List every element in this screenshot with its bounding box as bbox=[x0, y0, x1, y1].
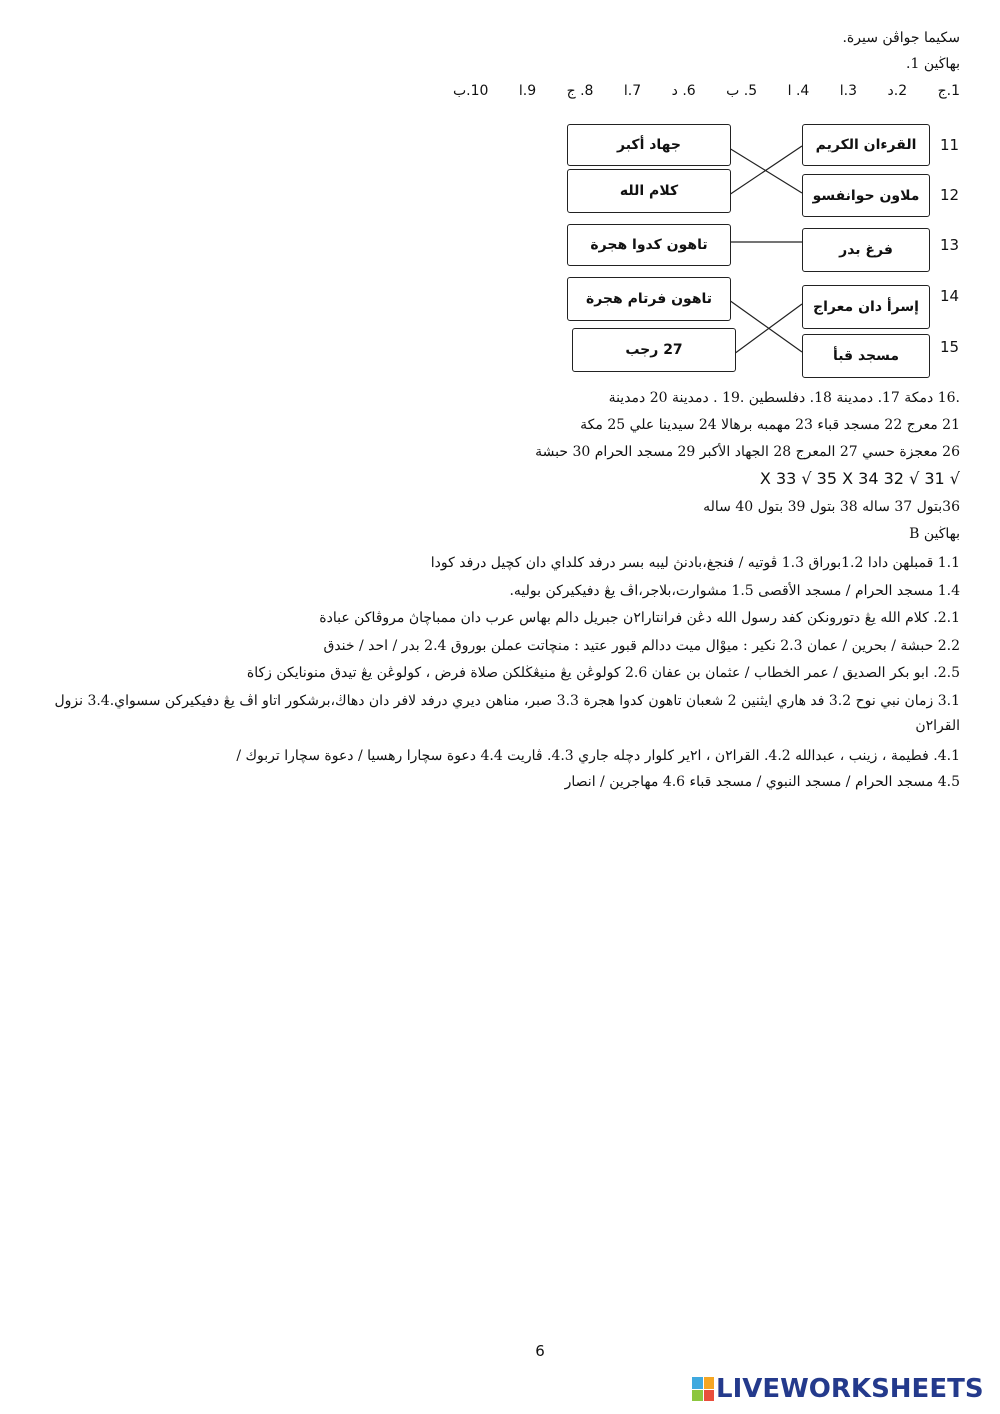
section-b-1-1: 1.1 قمبلهن دادا 1.2بوراق 1.3 ڤوتيه / فنجغ،بادنڽ ليبه بسر درفد كلداي دان كچيل درفد كودا bbox=[430, 555, 960, 571]
answers-31-35: √ 31 √ 32 X 33 √ 35 X 34 bbox=[759, 469, 960, 488]
section-b-2-5: 2.5. ابو بكر الصديق / عمر الخطاب / عثمان بن عفان 2.6 كولوڠن يڠ منيڠڬلكن صلاة فرض ، كولوڠن يڠ تيدق منوناي​كن زكاة bbox=[246, 665, 960, 681]
match-line-14a bbox=[729, 300, 802, 352]
section-b-4-1: 4.1. فطيمة ، زينب ، عبدالله 4.2. القرا٢ن ، ا٢ير كلوار دچله جاري 4.3. ڤاريت 4.4 دعوة سچارا رهسيا / دعوة سچارا تربوك / bbox=[236, 748, 960, 764]
left-box-4: تاهون فرتام هجرة bbox=[567, 277, 731, 321]
left-box-1: جهاد أكبر bbox=[567, 124, 731, 166]
answer-4: 4. ا bbox=[787, 83, 810, 99]
right-box-4: إسرأ دان معراج bbox=[802, 285, 930, 329]
answer-2: 2.د bbox=[887, 83, 908, 99]
left-box-2: كلام الله bbox=[567, 169, 731, 213]
answer-3: 3.ا bbox=[839, 83, 858, 99]
section-b-2-1: 2.1. كلام الله يڠ دتورونكن كفد رسول الله دڠن فرانتارا٢ن جبريل دالم بهاس عرب دان ممباچاڽ مروڤاكن عبادة bbox=[319, 610, 960, 626]
right-box-1: القرءان الكريم bbox=[802, 124, 930, 166]
answer-9: 9.ا bbox=[518, 83, 537, 99]
answer-6: 6. د bbox=[671, 83, 696, 99]
right-box-2: ملاون حوانفسو bbox=[802, 174, 930, 217]
section-a-heading: بهاڬين 1. bbox=[906, 56, 960, 72]
answers-16-20: .16 دمكة 17. دمدينة 18. دفلسطين .19 . دمدينة 20 دمدينة bbox=[608, 390, 960, 406]
section-b-4-5: 4.5 مسجد الحرام / مسجد النبوي / مسجد قباء 4.6 مهاجرين / انصار bbox=[564, 774, 960, 790]
section-b-2-2: 2.2 حبشة / بحرين / عمان 2.3 نكير : ميوْال ميت ددالم قبور عتيد : منچاتت عملن بوروق 2.4 بدر / احد / خندق bbox=[323, 638, 960, 654]
answer-7: 7.ا bbox=[623, 83, 642, 99]
item-number-12: 12 bbox=[940, 186, 960, 204]
answers-21-25: 21 معرج 22 مسجد قباء 23 مهمبه برهالا 24 سيدينا علي 25 مكة bbox=[580, 417, 960, 433]
liveworksheets-logo-text: LIVEWORKSHEETS bbox=[716, 1374, 984, 1404]
answers-26-30: 26 معجزة حسي 27 المعرج 28 الجهاد الأكبر 29 مسجد الحرام 30 حبشة bbox=[535, 444, 960, 460]
page-number: 6 bbox=[535, 1342, 545, 1360]
section-b-1-4: 1.4 مسجد الحرام / مسجد الأقصى 1.5 مشوارت،بلاجر،اڤ يڠ دفيکيرکن بوليه. bbox=[509, 583, 960, 599]
answer-1: 1.ج bbox=[937, 83, 960, 99]
item-number-11: 11 bbox=[940, 136, 960, 154]
section-b-heading: بهاڬين B bbox=[909, 526, 960, 542]
left-box-5: 27 رجب bbox=[572, 328, 736, 372]
answer-5: 5. ب bbox=[726, 83, 758, 99]
item-number-13: 13 bbox=[940, 236, 960, 254]
item-number-14: 14 bbox=[940, 287, 960, 305]
liveworksheets-logo-icon bbox=[692, 1377, 714, 1401]
section-b-3-1: 3.1 زمان نبي نوح 3.2 فد هاري ايثنين 2 شعبان تاهون كدوا هجرة 3.3 صبر، مناهن ديري درفد لافر دان دهاڬ،برشكور اتاو اڤ يڠ دفيکيرکن سسواي.3.4 نزول bbox=[54, 693, 960, 709]
answer-8: 8. ج bbox=[566, 83, 594, 99]
right-box-3: فرغ بدر bbox=[802, 228, 930, 272]
right-box-5: مسجد قبأ bbox=[802, 334, 930, 378]
section-b-3-1-continued: القرا٢ن bbox=[915, 718, 960, 734]
answer-key-title: سکيما جواڤن سيرة. bbox=[842, 30, 960, 46]
answer-10: 10.ب bbox=[452, 83, 489, 99]
item-number-15: 15 bbox=[940, 338, 960, 356]
liveworksheets-logo[interactable] bbox=[692, 1374, 984, 1404]
left-box-3: تاهون كدوا هجرة bbox=[567, 224, 731, 266]
answers-36-40: 36بتول 37 ساله 38 بتول 39 بتول 40 ساله bbox=[703, 499, 960, 515]
match-line-12-11b bbox=[729, 146, 802, 195]
